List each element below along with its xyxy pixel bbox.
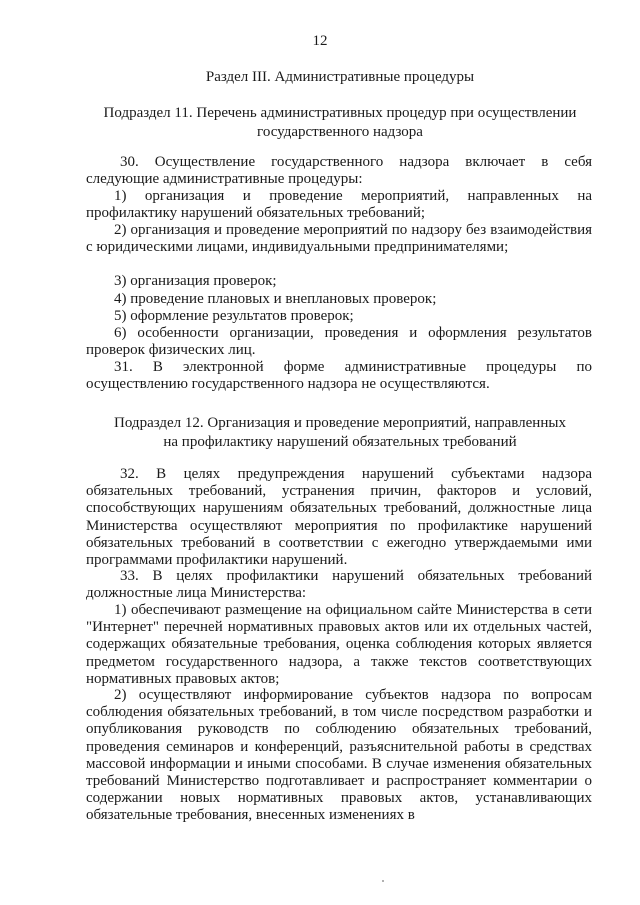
subsection-12-title [70, 414, 610, 452]
list-item-6: 6) особенности организации, проведения и оформления результатов проверок физических лиц. [86, 325, 592, 359]
subsection-11-title [70, 104, 610, 142]
section-title: Раздел III. Административные процедуры [205, 69, 475, 85]
list-item-1: 1) организация и проведение мероприятий, направленных на профилактику нарушений обязательных требований; [86, 188, 592, 222]
subsection-11-title-line2: государственного надзора [257, 124, 423, 140]
paragraph-32: 32. В целях предупреждения нарушений субъектами надзора обязательных требований, устранения причин, факторов и условий, способствующих нарушениям обязательных требований, должностные лица Министерства осуществляют мероприятия по профилактике нарушений обязательных требований в соответствии с ежегодно утверждаемыми ими программами профилактики нарушений. [86, 466, 592, 569]
list-item-2: 2) организация и проведение мероприятий по надзору без взаимодействия с юридическими лицами, индивидуальными предпринимателями; [86, 222, 592, 256]
subsection-12-title-line2: на профилактику нарушений обязательных требований [163, 434, 517, 450]
subsection-12-title-line1: Подраздел 12. Организация и проведение мероприятий, направленных [114, 415, 566, 431]
list-item-5: 5) оформление результатов проверок; [114, 308, 354, 324]
list-item-33-1: 1) обеспечивают размещение на официальном сайте Министерства в сети "Интернет" перечней нормативных правовых актов или их отдельных частей, содержащих обязательные требования, оценка соблюдения которых является предметом государственного надзора, а также текстов соответствующих нормативных правовых актов; [86, 602, 592, 687]
paragraph-33: 33. В целях профилактики нарушений обязательных требований должностные лица Министерства: [86, 568, 592, 602]
list-item-33-2: 2) осуществляют информирование субъектов надзора по вопросам соблюдения обязательных требований, в том числе посредством разработки и опубликования руководств по соблюдению обязательных требований, проведения семинаров и конференций, разъяснительной работы в средствах массовой информации и иными способами. В случае изменения обязательных требований Министерство подготавливает и распространяет комментарии о содержании новых нормативных правовых актов, устанавливающих обязательные требования, внесенных изменениях в [86, 687, 592, 824]
list-item-3: 3) организация проверок; [114, 273, 277, 289]
subsection-11-title-line1: Подраздел 11. Перечень административных процедур при осуществлении [103, 105, 577, 121]
scan-speck [382, 880, 384, 882]
paragraph-31: 31. В электронной форме административные процедуры по осуществлению государственного надзора не осуществляются. [86, 359, 592, 393]
page-number: 12 [312, 33, 328, 49]
list-item-4: 4) проведение плановых и внеплановых проверок; [114, 291, 437, 307]
paragraph-30: 30. Осуществление государственного надзора включает в себя следующие административные процедуры: [86, 154, 592, 188]
